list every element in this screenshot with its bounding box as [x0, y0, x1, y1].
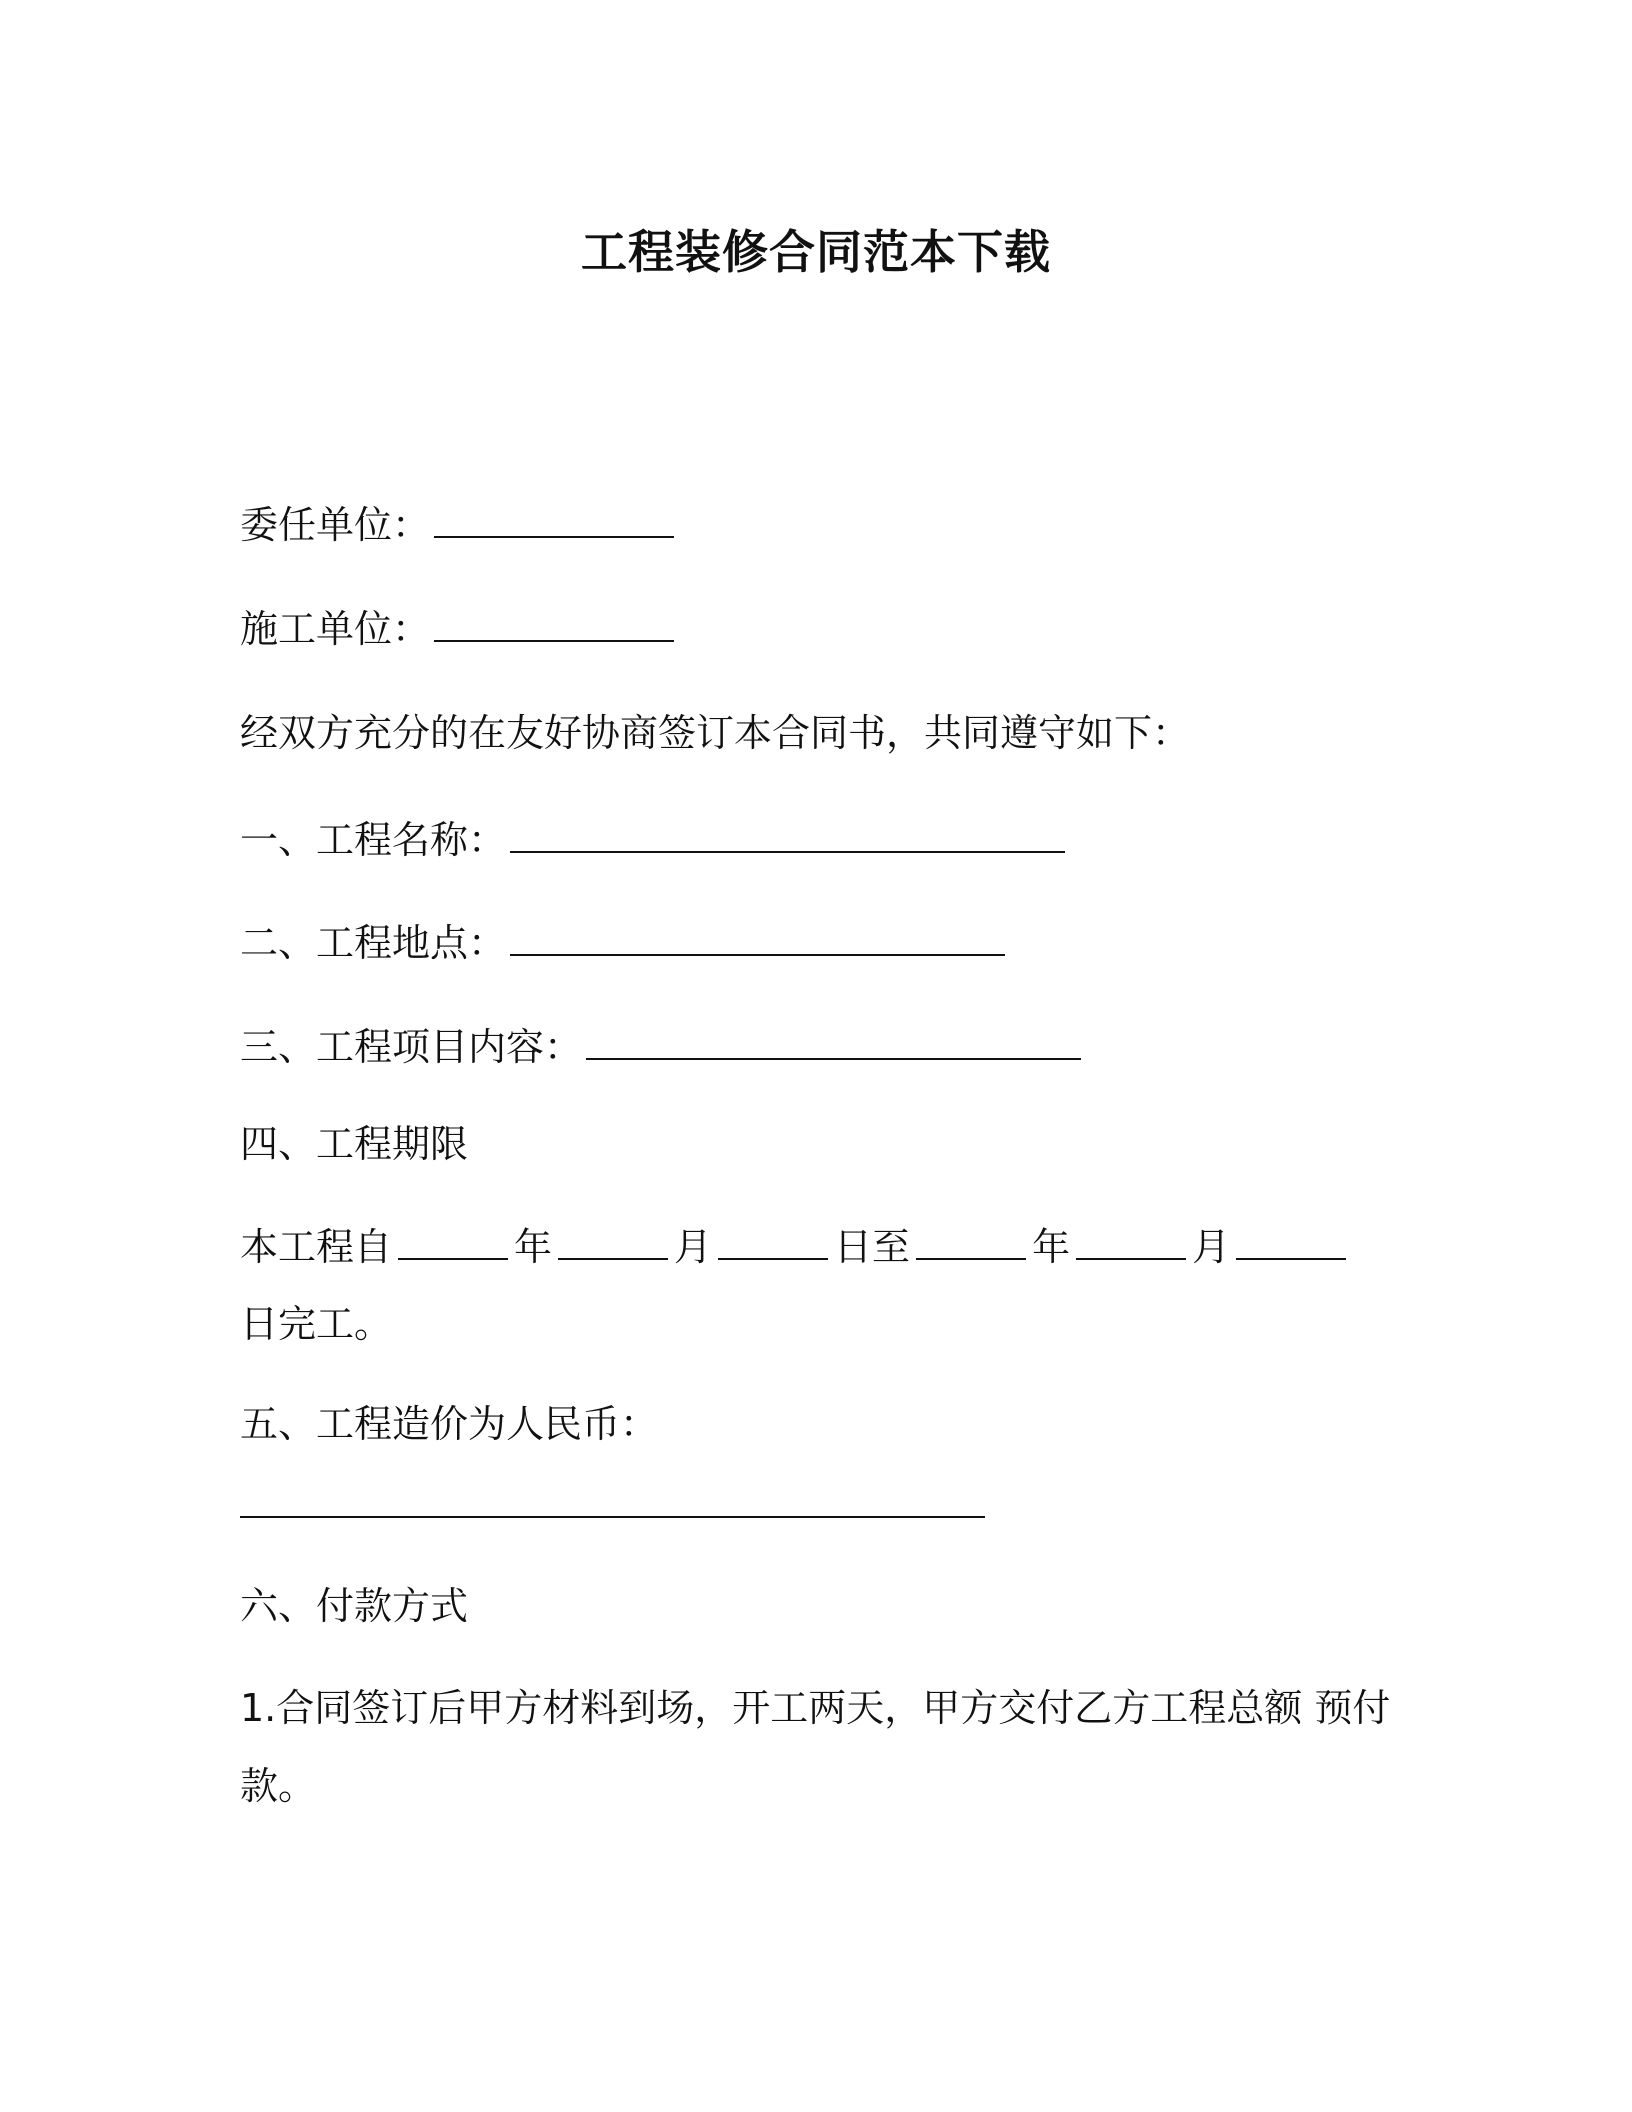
start-year-blank[interactable]: [398, 1220, 508, 1260]
intro-line: 经双方充分的在友好协商签订本合同书，共同遵守如下：: [240, 711, 1191, 755]
project-period-heading: 四、工程期限: [240, 1122, 469, 1166]
start-month-blank[interactable]: [558, 1220, 668, 1260]
contractor-label: 施工单位：: [240, 607, 431, 651]
period-month-label-2: 月: [1192, 1225, 1231, 1269]
start-day-blank[interactable]: [718, 1220, 828, 1260]
project-content-blank[interactable]: [586, 1020, 1081, 1060]
payment-heading: 六、付款方式: [240, 1584, 469, 1628]
period-month-label: 月: [674, 1225, 713, 1269]
contractor-blank[interactable]: [434, 602, 674, 642]
period-line: [240, 1220, 1352, 1273]
project-location-line: [240, 916, 1009, 969]
project-name-line: [240, 813, 1069, 866]
end-month-blank[interactable]: [1076, 1220, 1186, 1260]
end-day-blank[interactable]: [1236, 1220, 1346, 1260]
project-location-blank[interactable]: [510, 916, 1005, 956]
period-year-label: 年: [514, 1225, 553, 1269]
project-name-blank[interactable]: [510, 813, 1065, 853]
end-year-blank[interactable]: [916, 1220, 1026, 1260]
period-day-to-label: 日至: [834, 1225, 911, 1269]
client-blank[interactable]: [434, 498, 674, 538]
project-location-label: 二、工程地点：: [240, 921, 507, 965]
client-label: 委任单位：: [240, 503, 431, 547]
project-content-line: [240, 1020, 1085, 1073]
payment-clause-line-1: 1.合同签订后甲方材料到场，开工两天，甲方交付乙方工程总额 预付: [240, 1686, 1391, 1730]
document-title: 工程装修合同范本下载: [581, 225, 1051, 279]
period-prefix: 本工程自: [240, 1225, 393, 1269]
price-blank[interactable]: [240, 1478, 985, 1518]
period-year-label-2: 年: [1032, 1225, 1071, 1269]
contractor-line: [240, 602, 678, 655]
completion-line: 日完工。: [240, 1302, 393, 1346]
price-line: [240, 1478, 985, 1531]
client-line: [240, 498, 678, 551]
project-name-label: 一、工程名称：: [240, 818, 507, 862]
price-heading: 五、工程造价为人民币：: [240, 1402, 659, 1446]
payment-clause-line-2: 款。: [240, 1764, 317, 1808]
project-content-label: 三、工程项目内容：: [240, 1025, 583, 1069]
